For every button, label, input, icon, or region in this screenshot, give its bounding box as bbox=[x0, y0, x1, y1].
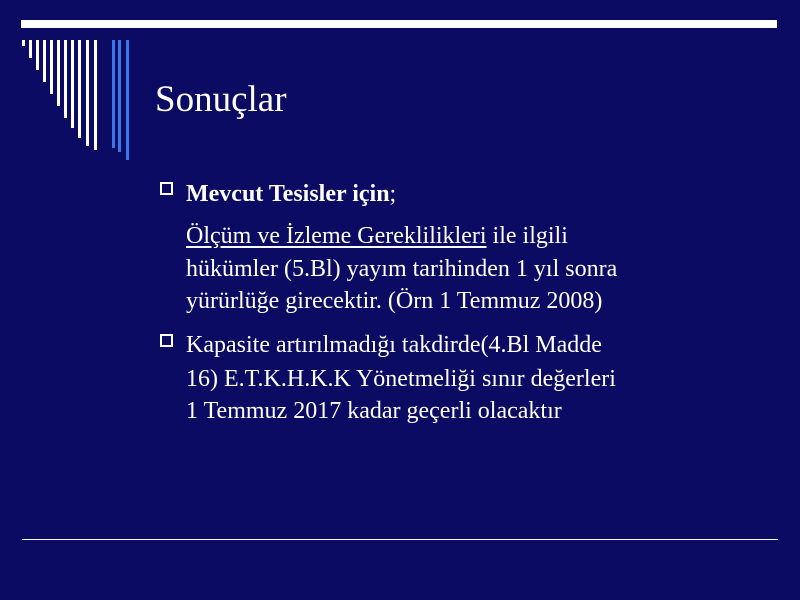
hollow-square-icon bbox=[160, 182, 173, 195]
bullet-1-heading-suffix: ; bbox=[389, 181, 397, 207]
stripe bbox=[29, 40, 32, 58]
bullet-2-line-3: 1 Temmuz 2017 kadar geçerli olacaktır bbox=[186, 398, 562, 424]
stripe bbox=[78, 40, 81, 138]
stripe bbox=[36, 40, 39, 70]
stripe bbox=[22, 40, 25, 46]
bullet-1-sub-line-2: hükümler (5.Bl) yayım tarihinden 1 yıl sonra bbox=[186, 256, 618, 282]
stripe bbox=[57, 40, 60, 106]
hollow-square-icon bbox=[160, 334, 173, 347]
slide-title: Sonuçlar bbox=[155, 79, 287, 120]
bullet-1-sub-line-1-rest: ile ilgili bbox=[486, 223, 568, 249]
bullet-2-line-2: 16) E.T.K.H.K.K Yönetmeliği sınır değerleri bbox=[186, 366, 616, 392]
stripe bbox=[50, 40, 53, 94]
stripe bbox=[64, 40, 67, 118]
stripe bbox=[71, 40, 74, 128]
bullet-1-sub-line-1 bbox=[186, 222, 568, 251]
stripe bbox=[126, 40, 129, 160]
bullet-2-line-1: Kapasite artırılmadığı takdirde(4.Bl Madde bbox=[186, 332, 602, 358]
stripe bbox=[112, 40, 115, 148]
bullet-1-underlined-term: Ölçüm ve İzleme Gereklilikleri bbox=[186, 223, 487, 249]
stripe bbox=[118, 40, 121, 152]
stripe bbox=[94, 40, 97, 150]
bottom-rule bbox=[22, 539, 778, 540]
bullet-1-heading-bold: Mevcut Tesisler için bbox=[186, 181, 390, 207]
bullet-1-heading bbox=[186, 180, 396, 209]
stripe bbox=[86, 40, 89, 146]
stripe bbox=[43, 40, 46, 82]
bullet-1-sub-line-3: yürürlüğe girecektir. (Örn 1 Temmuz 2008) bbox=[186, 288, 603, 314]
vertical-stripes-icon bbox=[0, 0, 140, 170]
